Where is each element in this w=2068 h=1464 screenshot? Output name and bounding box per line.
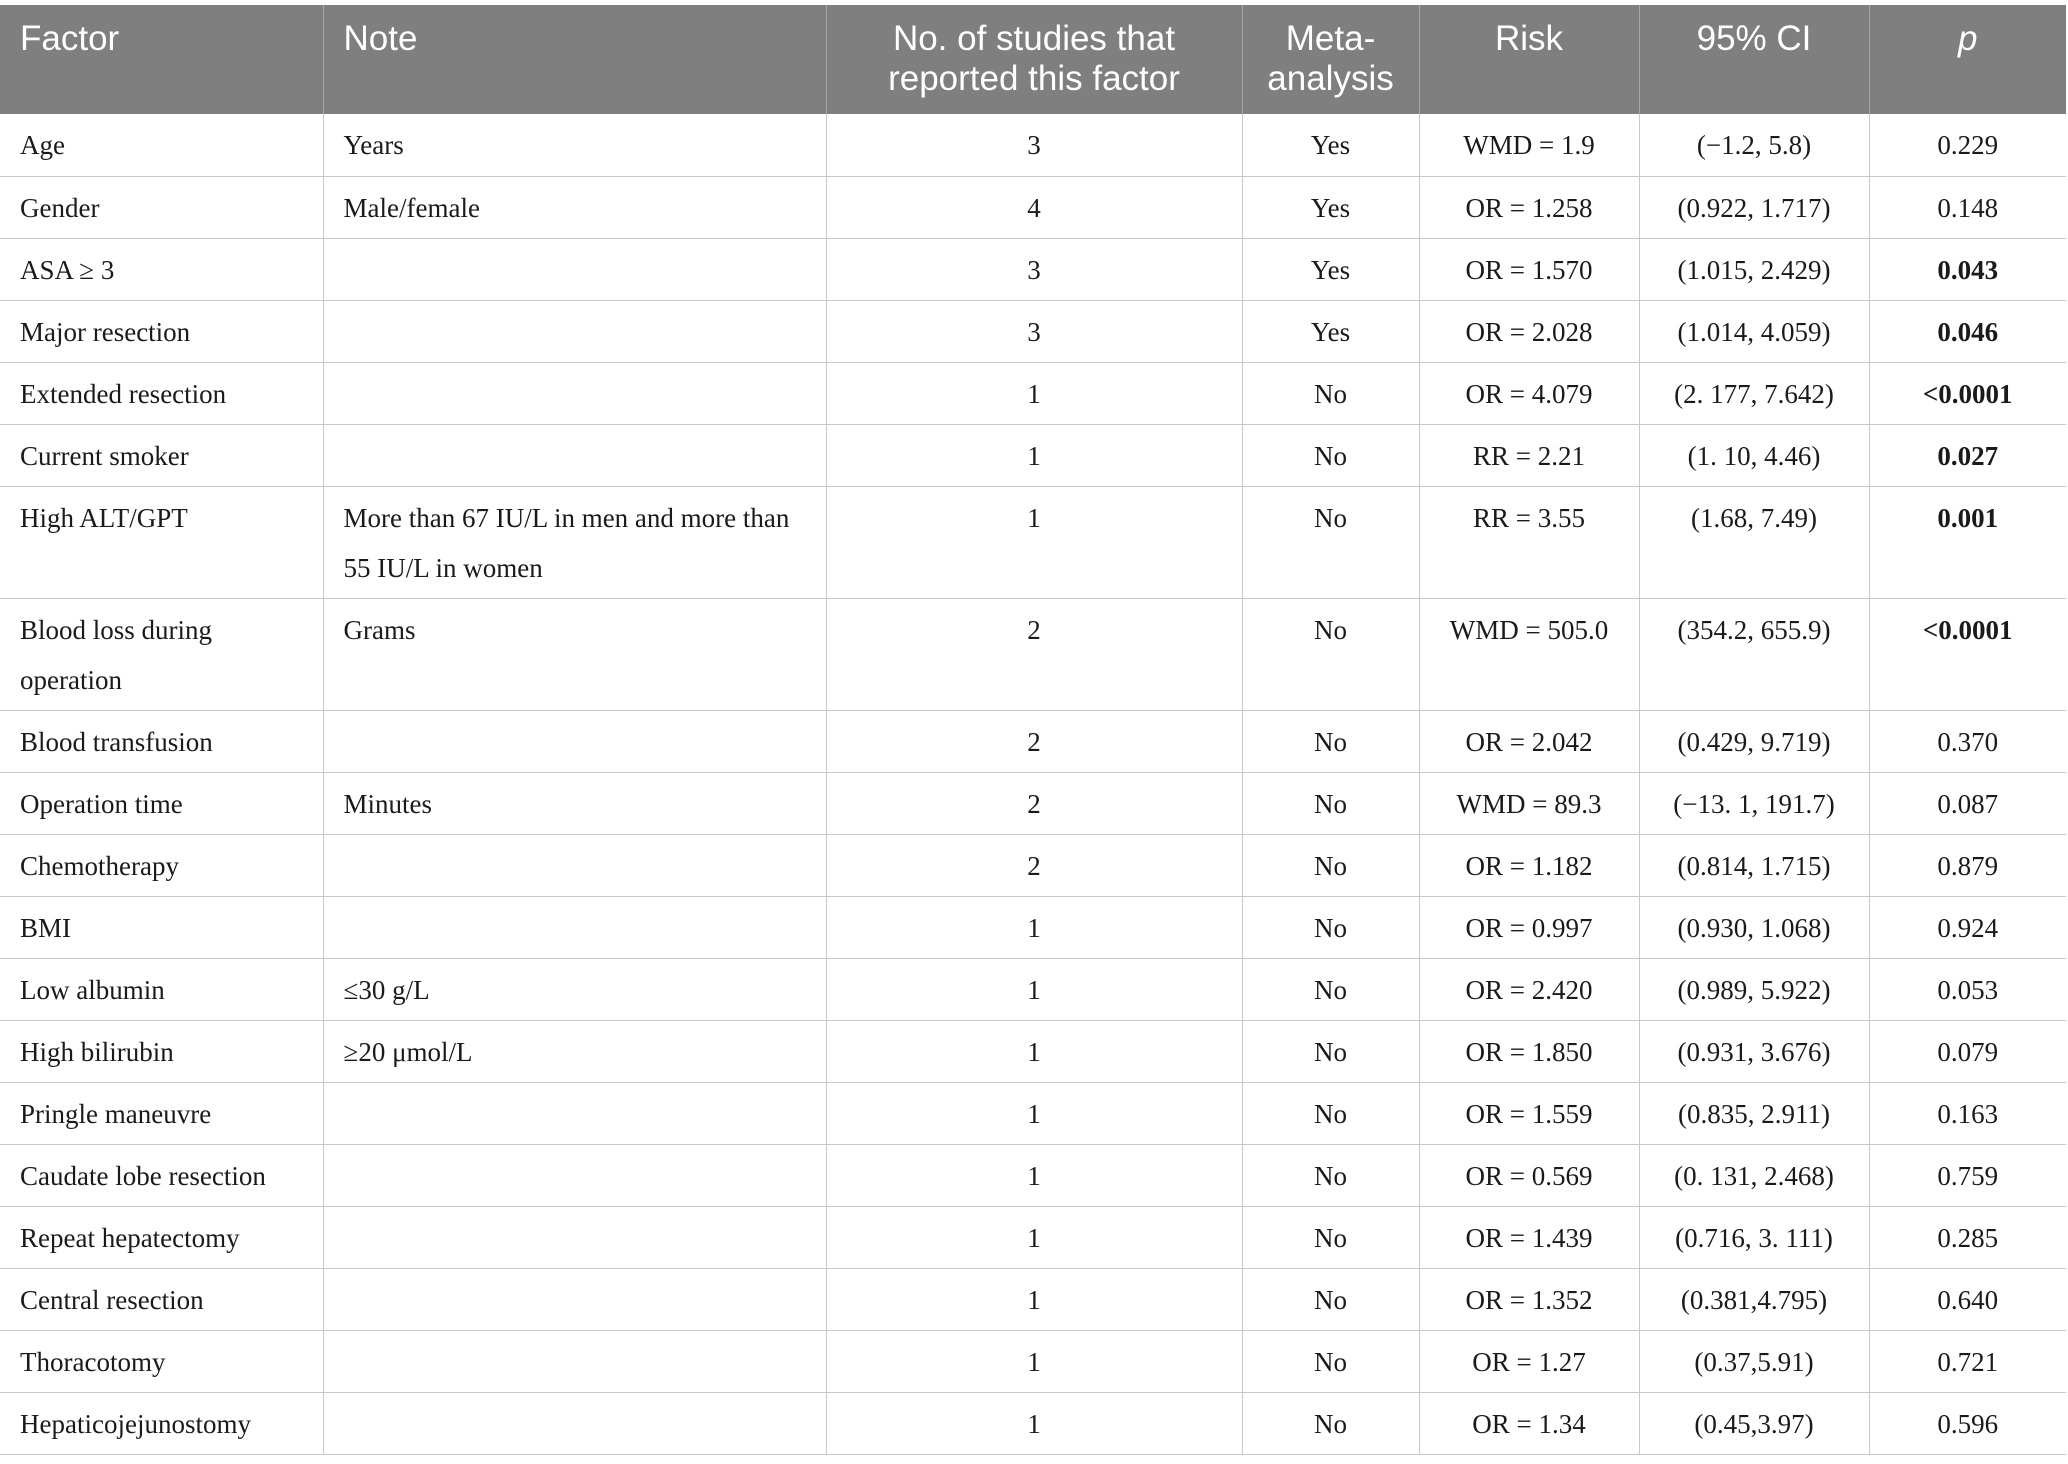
cell-meta-analysis: No (1242, 1082, 1419, 1144)
cell-meta-analysis: No (1242, 1206, 1419, 1268)
cell-studies: 1 (826, 362, 1242, 424)
cell-ci: (1.014, 4.059) (1639, 300, 1869, 362)
cell-note (323, 238, 826, 300)
cell-risk: OR = 2.028 (1419, 300, 1639, 362)
cell-p: 0.046 (1869, 300, 2066, 362)
cell-meta-analysis: No (1242, 424, 1419, 486)
cell-p: 0.879 (1869, 834, 2066, 896)
cell-ci: (1. 10, 4.46) (1639, 424, 1869, 486)
cell-p: 0.043 (1869, 238, 2066, 300)
cell-studies: 1 (826, 1206, 1242, 1268)
cell-studies: 2 (826, 598, 1242, 710)
cell-note: Minutes (323, 772, 826, 834)
table-row (0, 710, 2066, 772)
cell-p: 0.759 (1869, 1144, 2066, 1206)
cell-meta-analysis: No (1242, 1020, 1419, 1082)
cell-meta-analysis: No (1242, 896, 1419, 958)
cell-studies: 1 (826, 896, 1242, 958)
cell-studies: 2 (826, 772, 1242, 834)
header-ci: 95% CI (1639, 5, 1869, 114)
table-row (0, 772, 2066, 834)
cell-p: 0.924 (1869, 896, 2066, 958)
cell-studies: 4 (826, 176, 1242, 238)
table-row (0, 958, 2066, 1020)
table-row (0, 114, 2066, 176)
cell-note (323, 1144, 826, 1206)
cell-note (323, 896, 826, 958)
cell-factor: Low albumin (0, 958, 323, 1020)
cell-meta-analysis: No (1242, 834, 1419, 896)
cell-factor: Current smoker (0, 424, 323, 486)
risk-factor-table (0, 5, 2066, 1455)
cell-risk: OR = 4.079 (1419, 362, 1639, 424)
cell-meta-analysis: Yes (1242, 176, 1419, 238)
cell-meta-analysis: No (1242, 1144, 1419, 1206)
cell-note: More than 67 IU/L in men and more than 55 IU/L in women (323, 486, 826, 598)
table-row (0, 598, 2066, 710)
cell-note: Years (323, 114, 826, 176)
table-row (0, 238, 2066, 300)
header-p: p (1869, 5, 2066, 114)
cell-note (323, 424, 826, 486)
table-row (0, 1206, 2066, 1268)
cell-p: 0.640 (1869, 1268, 2066, 1330)
cell-ci: (−13. 1, 191.7) (1639, 772, 1869, 834)
cell-studies: 3 (826, 238, 1242, 300)
cell-ci: (0.716, 3. 111) (1639, 1206, 1869, 1268)
cell-meta-analysis: No (1242, 1392, 1419, 1454)
cell-factor: Operation time (0, 772, 323, 834)
cell-factor: Thoracotomy (0, 1330, 323, 1392)
cell-p: <0.0001 (1869, 598, 2066, 710)
cell-risk: OR = 1.27 (1419, 1330, 1639, 1392)
cell-risk: OR = 0.569 (1419, 1144, 1639, 1206)
cell-factor: Caudate lobe resection (0, 1144, 323, 1206)
cell-factor: Pringle maneuvre (0, 1082, 323, 1144)
cell-note (323, 1082, 826, 1144)
table-row (0, 896, 2066, 958)
cell-meta-analysis: No (1242, 1268, 1419, 1330)
header-note: Note (323, 5, 826, 114)
cell-risk: OR = 1.559 (1419, 1082, 1639, 1144)
cell-ci: (0.814, 1.715) (1639, 834, 1869, 896)
cell-factor: ASA ≥ 3 (0, 238, 323, 300)
cell-meta-analysis: No (1242, 486, 1419, 598)
cell-risk: WMD = 505.0 (1419, 598, 1639, 710)
cell-studies: 1 (826, 1330, 1242, 1392)
cell-studies: 1 (826, 1268, 1242, 1330)
cell-factor: Chemotherapy (0, 834, 323, 896)
cell-studies: 1 (826, 1020, 1242, 1082)
cell-ci: (0.45,3.97) (1639, 1392, 1869, 1454)
cell-meta-analysis: No (1242, 772, 1419, 834)
cell-note: Male/female (323, 176, 826, 238)
cell-note (323, 362, 826, 424)
cell-meta-analysis: No (1242, 1330, 1419, 1392)
cell-risk: OR = 2.042 (1419, 710, 1639, 772)
cell-risk: OR = 1.352 (1419, 1268, 1639, 1330)
cell-ci: (354.2, 655.9) (1639, 598, 1869, 710)
header-meta-analysis: Meta-analysis (1242, 5, 1419, 114)
cell-studies: 1 (826, 486, 1242, 598)
header-studies: No. of studies that reported this factor (826, 5, 1242, 114)
cell-ci: (0. 131, 2.468) (1639, 1144, 1869, 1206)
table-row (0, 1144, 2066, 1206)
cell-studies: 1 (826, 1082, 1242, 1144)
cell-note (323, 710, 826, 772)
table-row (0, 1268, 2066, 1330)
cell-ci: (1.015, 2.429) (1639, 238, 1869, 300)
cell-risk: OR = 1.34 (1419, 1392, 1639, 1454)
cell-studies: 3 (826, 300, 1242, 362)
cell-factor: Gender (0, 176, 323, 238)
cell-factor: BMI (0, 896, 323, 958)
cell-risk: RR = 2.21 (1419, 424, 1639, 486)
cell-p: 0.163 (1869, 1082, 2066, 1144)
cell-factor: High bilirubin (0, 1020, 323, 1082)
cell-ci: (0.37,5.91) (1639, 1330, 1869, 1392)
cell-risk: OR = 0.997 (1419, 896, 1639, 958)
cell-ci: (0.835, 2.911) (1639, 1082, 1869, 1144)
cell-studies: 1 (826, 424, 1242, 486)
cell-ci: (0.381,4.795) (1639, 1268, 1869, 1330)
table-row (0, 486, 2066, 598)
cell-meta-analysis: Yes (1242, 300, 1419, 362)
cell-meta-analysis: No (1242, 958, 1419, 1020)
cell-note: Grams (323, 598, 826, 710)
cell-p: 0.079 (1869, 1020, 2066, 1082)
cell-risk: WMD = 1.9 (1419, 114, 1639, 176)
cell-studies: 3 (826, 114, 1242, 176)
cell-studies: 2 (826, 834, 1242, 896)
cell-factor: Central resection (0, 1268, 323, 1330)
cell-note: ≥20 μmol/L (323, 1020, 826, 1082)
cell-factor: High ALT/GPT (0, 486, 323, 598)
cell-ci: (2. 177, 7.642) (1639, 362, 1869, 424)
cell-p: 0.229 (1869, 114, 2066, 176)
table-row (0, 176, 2066, 238)
cell-factor: Hepaticojejunostomy (0, 1392, 323, 1454)
cell-note (323, 300, 826, 362)
cell-note: ≤30 g/L (323, 958, 826, 1020)
cell-risk: OR = 1.439 (1419, 1206, 1639, 1268)
cell-note (323, 1268, 826, 1330)
table-row (0, 300, 2066, 362)
cell-risk: RR = 3.55 (1419, 486, 1639, 598)
cell-p: 0.721 (1869, 1330, 2066, 1392)
header-factor: Factor (0, 5, 323, 114)
header-row (0, 5, 2066, 114)
cell-note (323, 1206, 826, 1268)
cell-risk: OR = 1.258 (1419, 176, 1639, 238)
table-row (0, 362, 2066, 424)
cell-note (323, 1330, 826, 1392)
cell-studies: 1 (826, 1144, 1242, 1206)
cell-meta-analysis: No (1242, 710, 1419, 772)
table-row (0, 1330, 2066, 1392)
cell-risk: OR = 2.420 (1419, 958, 1639, 1020)
table-row (0, 1082, 2066, 1144)
cell-risk: WMD = 89.3 (1419, 772, 1639, 834)
cell-meta-analysis: No (1242, 598, 1419, 710)
cell-p: 0.370 (1869, 710, 2066, 772)
cell-risk: OR = 1.182 (1419, 834, 1639, 896)
cell-studies: 1 (826, 1392, 1242, 1454)
table-row (0, 1392, 2066, 1454)
cell-ci: (0.922, 1.717) (1639, 176, 1869, 238)
cell-ci: (0.930, 1.068) (1639, 896, 1869, 958)
cell-p: 0.087 (1869, 772, 2066, 834)
cell-studies: 1 (826, 958, 1242, 1020)
cell-factor: Extended resection (0, 362, 323, 424)
cell-ci: (0.989, 5.922) (1639, 958, 1869, 1020)
cell-risk: OR = 1.850 (1419, 1020, 1639, 1082)
cell-p: 0.596 (1869, 1392, 2066, 1454)
cell-factor: Major resection (0, 300, 323, 362)
table-body (0, 114, 2066, 1454)
cell-meta-analysis: Yes (1242, 238, 1419, 300)
cell-p: 0.001 (1869, 486, 2066, 598)
cell-note (323, 834, 826, 896)
cell-p: 0.053 (1869, 958, 2066, 1020)
cell-factor: Age (0, 114, 323, 176)
cell-ci: (1.68, 7.49) (1639, 486, 1869, 598)
cell-meta-analysis: No (1242, 362, 1419, 424)
header-risk: Risk (1419, 5, 1639, 114)
cell-factor: Blood loss during operation (0, 598, 323, 710)
cell-p: 0.148 (1869, 176, 2066, 238)
cell-ci: (−1.2, 5.8) (1639, 114, 1869, 176)
cell-p: 0.285 (1869, 1206, 2066, 1268)
cell-meta-analysis: Yes (1242, 114, 1419, 176)
table-row (0, 1020, 2066, 1082)
cell-p: 0.027 (1869, 424, 2066, 486)
cell-note (323, 1392, 826, 1454)
cell-risk: OR = 1.570 (1419, 238, 1639, 300)
table-row (0, 424, 2066, 486)
cell-factor: Blood transfusion (0, 710, 323, 772)
cell-ci: (0.429, 9.719) (1639, 710, 1869, 772)
table-row (0, 834, 2066, 896)
cell-p: <0.0001 (1869, 362, 2066, 424)
cell-ci: (0.931, 3.676) (1639, 1020, 1869, 1082)
cell-factor: Repeat hepatectomy (0, 1206, 323, 1268)
cell-studies: 2 (826, 710, 1242, 772)
